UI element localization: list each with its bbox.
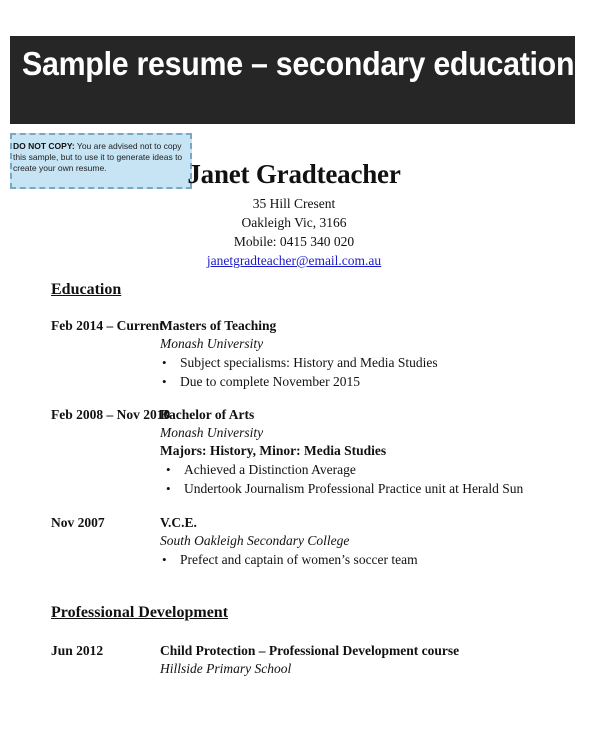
applicant-name: Janet Gradteacher bbox=[187, 159, 401, 189]
entry-institution: South Oakleigh Secondary College bbox=[160, 533, 350, 548]
email-link[interactable]: janetgradteacher@email.com.au bbox=[206, 253, 382, 268]
title-banner bbox=[10, 36, 575, 124]
entry-date: Feb 2008 – Nov 2010 bbox=[51, 407, 171, 422]
entry-date: Nov 2007 bbox=[51, 515, 105, 530]
entry-body bbox=[160, 514, 560, 569]
entry-majors: Majors: History, Minor: Media Studies bbox=[160, 443, 387, 458]
professional-development-heading: Professional Development bbox=[51, 604, 229, 621]
notice-label: DO NOT COPY: bbox=[13, 141, 75, 151]
entry-bullets bbox=[160, 460, 560, 498]
entry-title: V.C.E. bbox=[160, 515, 197, 530]
bullet-item: • Prefect and captain of women’s soccer team bbox=[160, 550, 560, 569]
notice-text: You are advised not to copy this sample, but to use it to generate ideas to create your own resume. bbox=[13, 141, 183, 173]
entry-body bbox=[160, 642, 560, 678]
entry-institution: Monash University bbox=[160, 336, 264, 351]
entry-title: Child Protection – Professional Development course bbox=[160, 643, 460, 658]
education-heading: Education bbox=[51, 281, 122, 298]
entry-date: Jun 2012 bbox=[51, 643, 104, 658]
page-title: Sample resume – secondary education bbox=[22, 45, 575, 82]
entry-institution: Hillside Primary School bbox=[160, 661, 292, 676]
mobile-number: Mobile: 0415 340 020 bbox=[233, 234, 355, 249]
bullet-item: • Due to complete November 2015 bbox=[160, 372, 560, 391]
entry-bullets bbox=[160, 550, 560, 569]
entry-body bbox=[160, 317, 560, 391]
contact-header bbox=[0, 156, 588, 270]
bullet-item: • Achieved a Distinction Average bbox=[160, 460, 560, 479]
entry-institution: Monash University bbox=[160, 425, 264, 440]
bullet-item: • Subject specialisms: History and Media Studies bbox=[160, 353, 560, 372]
entry-title: Bachelor of Arts bbox=[160, 407, 255, 422]
bullet-item: • Undertook Journalism Professional Practice unit at Herald Sun bbox=[160, 479, 560, 498]
address-line-1: 35 Hill Cresent bbox=[252, 196, 336, 211]
address-line-2: Oakleigh Vic, 3166 bbox=[241, 215, 347, 230]
entry-bullets bbox=[160, 353, 560, 391]
entry-date: Feb 2014 – Current bbox=[51, 318, 164, 333]
entry-title: Masters of Teaching bbox=[160, 318, 277, 333]
entry-body bbox=[160, 406, 560, 498]
